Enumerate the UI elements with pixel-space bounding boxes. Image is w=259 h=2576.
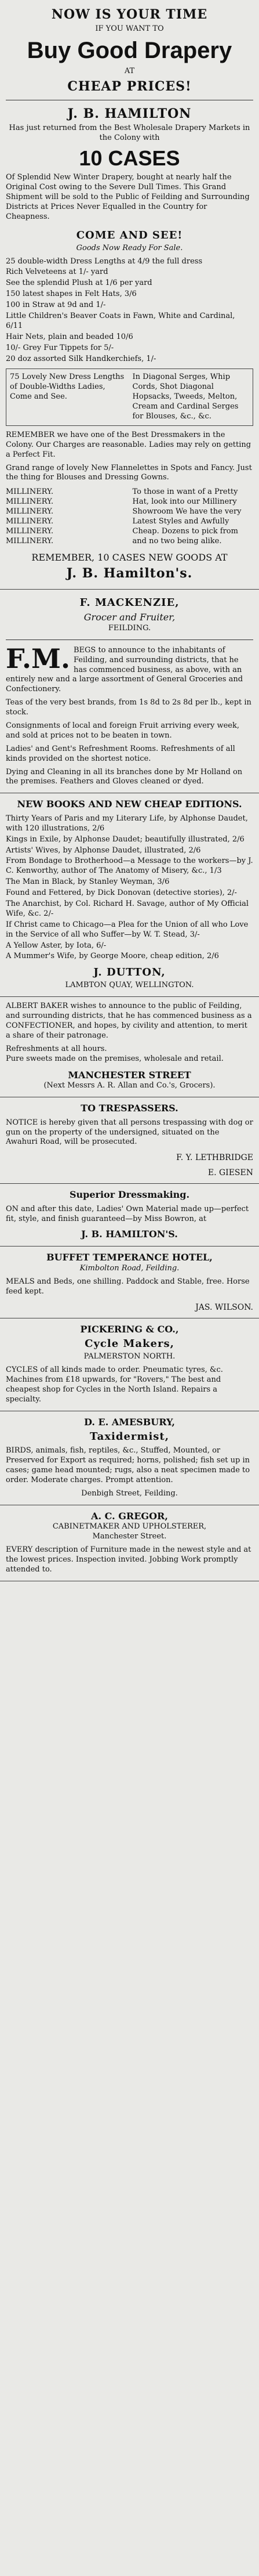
- trespass-text: NOTICE is hereby given that all persons trespassing with dog or gun on the property of the undersigned, situated on the Awahuri Road, will be prosecuted.: [6, 1118, 253, 1147]
- millinery-text: To those in want of a Pretty Hat, look into our Millinery Showroom We have the very Latest Styles and Awfully Cheap. Dozens to pick from and no two being alike.: [132, 487, 242, 545]
- dressmaking-text: ON and after this date, Ladies' Own Material made up—perfect fit, style, and finish guaranteed—by Miss Bowron, at: [6, 1204, 249, 1223]
- two-column-offers: [6, 368, 253, 425]
- book-item: From Bondage to Brotherhood—a Message to the workers—by J. C. Kenworthy, author of The Anatomy of Misery, &c., 1/3: [6, 857, 253, 876]
- hotel-text: MEALS and Beds, one shilling. Paddock and Stable, free. Horse feed kept.: [6, 1277, 250, 1296]
- price-item: Hair Nets, plain and beaded 10/6: [6, 332, 133, 341]
- ad-dressmaking: [0, 1184, 259, 1247]
- amesbury-sub: Taxidermist,: [89, 1430, 170, 1443]
- book-item: A Yellow Aster, by Iota, 6/-: [6, 941, 107, 950]
- books-title: NEW BOOKS AND NEW CHEAP EDITIONS.: [17, 799, 242, 810]
- pickering-sub: Cycle Makers,: [85, 1338, 174, 1350]
- millinery-label: MILLINERY.: [6, 507, 54, 516]
- ad-books: [0, 793, 259, 997]
- trespass-sig-2: E. GIESEN: [207, 1168, 253, 1178]
- book-item: Kings in Exile, by Alphonse Daudet; beautifully illustrated, 2/6: [6, 834, 245, 844]
- grocer-town: FEILDING.: [108, 623, 151, 633]
- price-item: Rich Velveteens at 1/- yard: [6, 268, 108, 277]
- trespass-sig-1: F. Y. LETHBRIDGE: [176, 1153, 253, 1163]
- gregor-sub: CABINETMAKER AND UPHOLSTERER,: [52, 1522, 207, 1531]
- price-item: 150 latest shapes in Felt Hats, 3/6: [6, 290, 137, 299]
- ad-temperance-hotel: [0, 1247, 259, 1318]
- cheap-prices: CHEAP PRICES!: [67, 78, 192, 94]
- book-item: The Anarchist, by Col. Richard H. Savage, author of My Official Wife, &c. 2/-: [6, 899, 249, 918]
- footer-name: J. B. Hamilton's.: [66, 566, 193, 581]
- trespass-title: TO TRESPASSERS.: [81, 1103, 178, 1114]
- dressmaking-who: J. B. HAMILTON'S.: [81, 1228, 178, 1240]
- price-item: 100 in Straw at 9d and 1/-: [6, 301, 106, 310]
- millinery-label: MILLINERY.: [6, 487, 54, 497]
- at-text: AT: [124, 66, 135, 75]
- spacer: [6, 222, 253, 227]
- gregor-name: A. C. GREGOR,: [91, 1510, 168, 1522]
- flannelettes: Grand range of lovely New Flannelettes in Spots and Fancy. Just the thing for Blouses and Dressing Gowns.: [6, 463, 252, 482]
- ad-gregor: [0, 1505, 259, 1581]
- hotel-sub: Kimbolton Road, Feilding.: [79, 1263, 180, 1273]
- goods-ready: Goods Now Ready For Sale.: [76, 243, 183, 252]
- ad-mackenzie: [0, 590, 259, 793]
- pickering-town: PALMERSTON NORTH.: [83, 1352, 176, 1361]
- price-item: 25 double-width Dress Lengths at 4/9 the full dress: [6, 256, 203, 266]
- price-item: 10/- Grey Fur Tippets for 5/-: [6, 343, 114, 352]
- millinery-labels: [6, 487, 127, 546]
- book-item: A Mummer's Wife, by George Moore, cheap edition, 2/6: [6, 952, 219, 961]
- price-item: 20 doz assorted Silk Handkerchiefs, 1/-: [6, 354, 156, 363]
- bookseller-name: J. DUTTON,: [93, 966, 166, 979]
- headline: Buy Good Drapery: [27, 37, 232, 63]
- baker-refresh: Refreshments at all hours.: [6, 1044, 107, 1053]
- come-and-see: COME AND SEE!: [76, 229, 183, 241]
- merchant-name: J. B. HAMILTON: [67, 106, 192, 121]
- kicker-sub: IF YOU WANT TO: [95, 24, 164, 33]
- price-item: See the splendid Plush at 1/6 per yard: [6, 279, 152, 288]
- millinery-label: MILLINERY.: [6, 526, 54, 536]
- ad-pickering: [0, 1318, 259, 1411]
- price-list: [6, 257, 253, 364]
- book-item: The Man in Black, by Stanley Weyman, 3/6: [6, 877, 170, 887]
- book-item: Thirty Years of Paris and my Literary Life, by Alphonse Daudet, with 120 illustrations, 2/6: [6, 814, 248, 833]
- baker-next: (Next Messrs A. R. Allan and Co.'s, Grocers).: [43, 1081, 216, 1090]
- book-item: If Christ came to Chicago—a Plea for the Union of all who Love in the Service of all who Suffer—by W. T. Stead, 3/-: [6, 920, 249, 939]
- hotel-title: BUFFET TEMPERANCE HOTEL,: [46, 1252, 213, 1263]
- ad-trespassers: [0, 1097, 259, 1184]
- millinery-section: [6, 487, 253, 546]
- description: Of Splendid New Winter Drapery, bought at nearly half the Original Cost owing to the Severe Dull Times. This Grand Shipment will be sold to the Public of Feilding and Surrounding Districts at Prices Never Equalled in the Country for Cheapness.: [6, 173, 250, 221]
- serges: In Diagonal Serges, Whip Cords, Shot Diagonal Hopsacks, Tweeds, Melton, Cream and Cardinal Serges for Blouses, &c., &c.: [132, 373, 239, 421]
- kicker: NOW IS YOUR TIME: [51, 7, 208, 22]
- books-list: [6, 814, 253, 962]
- footer-remember: REMEMBER, 10 CASES NEW GOODS AT: [31, 551, 228, 563]
- price-item: Little Children's Beaver Coats in Fawn, White and Cardinal, 6/11: [6, 311, 235, 330]
- amesbury-text: BIRDS, animals, fish, reptiles, &c., Stuffed, Mounted, or Preserved for Export as required; horns, polished; fish set up in cases; game head mounted; rugs, also a neat specimen made to order. Moderate charges. Prompt attention.: [6, 1446, 250, 1484]
- dressmaking-title: Superior Dressmaking.: [69, 1189, 190, 1201]
- millinery-label: MILLINERY.: [6, 516, 54, 526]
- grocer-lead-text: BEGS to announce to the inhabitants of Feilding, and surrounding districts, that he has commenced business, as above, with an entirely new and a large assortment of General Groceries and Confectionery.: [6, 645, 243, 694]
- baker-pure: Pure sweets made on the premises, wholesale and retail.: [6, 1054, 224, 1063]
- pickering-text: CYCLES of all kinds made to order. Pneumatic tyres, &c. Machines from £18 upwards, for "Rovers," The best and cheapest shop for Cycles in the North Island. Repairs a specialty.: [6, 1365, 223, 1404]
- baker-street: MANCHESTER STREET: [68, 1069, 191, 1081]
- amesbury-street: Denbigh Street, Feilding.: [81, 1488, 178, 1498]
- gregor-text: EVERY description of Furniture made in the newest style and at the lowest prices. Inspection invited. Jobbing Work promptly attended to.: [6, 1545, 251, 1574]
- millinery-label: MILLINERY.: [6, 497, 54, 507]
- gregor-street: Manchester Street.: [92, 1532, 167, 1541]
- grocer-teas: Teas of the very best brands, from 1s 8d to 2s 8d per lb., kept in stock.: [6, 698, 251, 717]
- baker-lead: ALBERT BAKER wishes to announce to the public of Feilding, and surrounding districts, that he has commenced business as a CONFECTIONER, and hopes, by civility and attention, to merit a share of their patronage.: [6, 1002, 252, 1040]
- lead: Has just returned from the Best Wholesale Drapery Markets in the Colony with: [9, 123, 250, 142]
- millinery-label: MILLINERY.: [6, 536, 54, 545]
- ad-baker: [0, 997, 259, 1097]
- cases: 10 CASES: [79, 146, 180, 170]
- grocer-lead: [6, 642, 253, 695]
- amesbury-name: D. E. AMESBURY,: [84, 1416, 175, 1428]
- pickering-name: PICKERING & CO.,: [80, 1323, 179, 1335]
- hotel-sig: JAS. WILSON.: [195, 1302, 253, 1312]
- ad-hamilton: [0, 0, 259, 590]
- dropcap: F.M.: [6, 642, 70, 674]
- remember: REMEMBER we have one of the Best Dressmakers in the Colony. Our Charges are reasonable. Ladies may rely on getting a Perfect Fit.: [6, 430, 251, 459]
- dress-lengths: 75 Lovely New Dress Lengths of Double-Widths Ladies, Come and See.: [10, 373, 125, 402]
- ad-amesbury: [0, 1411, 259, 1505]
- grocer-sub: Grocer and Fruiter,: [83, 612, 176, 623]
- grocer-name: F. MACKENZIE,: [79, 597, 180, 609]
- book-item: Found and Fettered, by Dick Donovan (detective stories), 2/-: [6, 888, 237, 898]
- grocer-dyeing: Dying and Cleaning in all its branches done by Mr Holland on the premises. Feathers and Gloves cleaned or dyed.: [6, 767, 243, 786]
- grocer-refreshment: Ladies' and Gent's Refreshment Rooms. Refreshments of all kinds provided on the shortest notice.: [6, 744, 235, 763]
- grocer-fruit: Consignments of local and foreign Fruit arriving every week, and sold at prices not to be beaten in town.: [6, 721, 240, 740]
- bookseller-address: LAMBTON QUAY, WELLINGTON.: [65, 981, 194, 990]
- book-item: Artists' Wives, by Alphonse Daudet, illustrated, 2/6: [6, 846, 201, 855]
